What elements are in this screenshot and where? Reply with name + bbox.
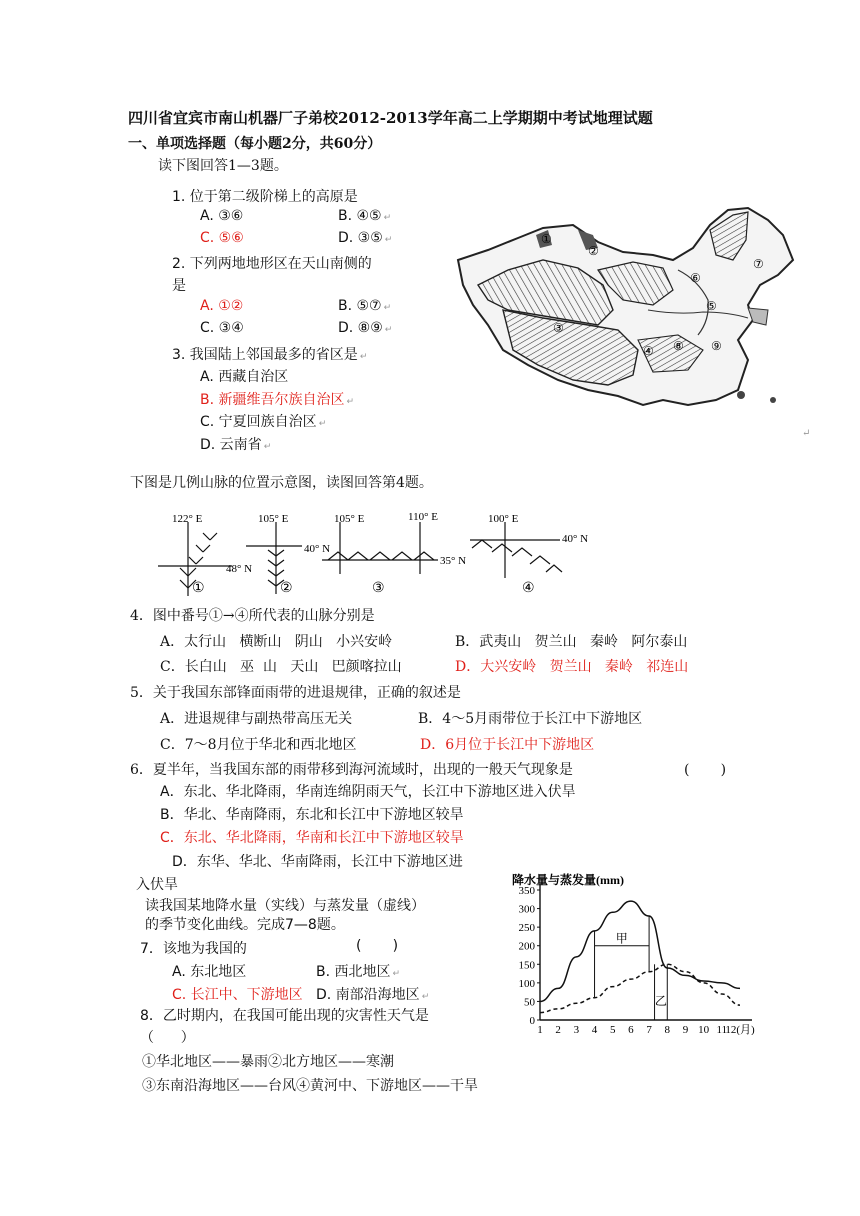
q8-choice-3-4: ③东南沿海地区——台风④黄河中、下游地区——干旱 xyxy=(142,1078,478,1094)
q6-stem: 6．夏半年，当我国东部的雨带移到海河流域时，出现的一般天气现象是 xyxy=(130,762,573,778)
q4-option-d: D．大兴安岭 贺兰山 秦岭 祁连山 xyxy=(455,659,689,675)
q1-option-a: A. ③⑥ xyxy=(200,208,244,224)
intro-q7-8-line1: 读我国某地降水量（实线）与蒸发量（虚线） xyxy=(145,898,425,914)
q7-option-b: B. 西北地区 ↵ xyxy=(316,964,401,980)
q5-option-b: B．4～5月雨带位于长江中下游地区 xyxy=(418,711,643,727)
return-mark: ↵ xyxy=(802,428,811,439)
y-tick-label: 350 xyxy=(518,885,535,897)
m3-lat: 35° N xyxy=(440,555,467,567)
m4-lat: 40° N xyxy=(562,533,589,545)
x-tick-label: 3 xyxy=(573,1024,580,1035)
q2-option-b: B. ⑤⑦ ↵ xyxy=(338,298,392,314)
map-label-8: ⑧ xyxy=(673,339,684,353)
q4-option-b: B．武夷山 贺兰山 秦岭 阿尔泰山 xyxy=(455,634,688,650)
q3-option-b: B. 新疆维吾尔族自治区 ↵ xyxy=(200,392,355,408)
x-tick-label: 9 xyxy=(682,1024,689,1035)
q4-option-c: C．长白山 巫 山 天山 巴颜喀拉山 xyxy=(160,659,402,675)
m1-num: ① xyxy=(192,581,205,596)
q8-stem: 8．乙时期内，在我国可能出现的灾害性天气是 xyxy=(140,1008,429,1024)
q5-stem: 5．关于我国东部锋面雨带的进退规律，正确的叙述是 xyxy=(130,685,461,701)
x-tick-label: 8 xyxy=(664,1024,671,1035)
china-terrain-map xyxy=(448,200,813,438)
q7-option-a: A. 东北地区 xyxy=(172,964,247,980)
q6-option-b: B．华北、华南降雨，东北和长江中下游地区较旱 xyxy=(160,807,464,823)
q2-stem: 2. 下列两地地形区在天山南侧的 xyxy=(172,256,372,272)
q6-option-d: D．东华、华北、华南降雨，长江中下游地区进 xyxy=(172,854,463,870)
q1-option-b: B. ④⑤ ↵ xyxy=(338,208,392,224)
map-label-4: ④ xyxy=(643,344,654,358)
x-tick-label: 7 xyxy=(646,1024,652,1035)
m4-lon: 100° E xyxy=(488,513,519,525)
jia-label: 甲 xyxy=(615,931,628,946)
q7-answer-paren: ( ) xyxy=(356,938,399,954)
y-tick-label: 300 xyxy=(518,903,535,916)
m1-lat: 48° N xyxy=(226,563,253,575)
intro-q1-3: 读下图回答1—3题。 xyxy=(158,158,288,174)
q3-option-a: A. 西藏自治区 xyxy=(200,369,289,385)
x-tick-label: 1 xyxy=(537,1024,543,1035)
q1-option-c: C. ⑤⑥ xyxy=(200,230,244,246)
q8-answer-paren: （ ） xyxy=(140,1030,195,1046)
map-label-1: ① xyxy=(541,232,552,246)
m3-num: ③ xyxy=(372,581,385,596)
map-label-3: ③ xyxy=(553,321,564,335)
q8-choice-1-2: ①华北地区——暴雨②北方地区——寒潮 xyxy=(142,1054,394,1070)
m4-num: ④ xyxy=(522,581,535,596)
m2-num: ② xyxy=(280,581,293,596)
q6-option-c: C．东北、华北降雨，华南和长江中下游地区较旱 xyxy=(160,830,464,846)
m3-lon1: 105° E xyxy=(334,513,365,525)
chart-title: 降水量与蒸发量(mm) xyxy=(512,873,624,887)
section-heading: 一、单项选择题（每小题2分，共60分） xyxy=(128,136,382,152)
page-title: 四川省宜宾市南山机器厂子弟校2012-2013学年高二上学期期中考试地理试题 xyxy=(128,109,653,127)
q7-option-d: D. 南部沿海地区 ↵ xyxy=(316,987,430,1003)
x-tick-label: 2 xyxy=(555,1024,561,1035)
q6-option-d-cont: 入伏旱 xyxy=(136,877,178,893)
m3-lon2: 110° E xyxy=(408,511,438,523)
q2-option-d: D. ⑧⑨ ↵ xyxy=(338,320,393,336)
yi-label: 乙 xyxy=(654,994,667,1009)
q3-stem: 3. 我国陆上邻国最多的省区是 ↵ xyxy=(172,347,368,363)
y-tick-label: 100 xyxy=(518,977,535,990)
y-tick-label: 250 xyxy=(518,922,535,935)
map-label-6: ⑥ xyxy=(690,271,701,285)
q5-option-d: D．6月位于长江中下游地区 xyxy=(420,737,595,753)
m1-lon: 122° E xyxy=(172,513,203,525)
q7-stem: 7．该地为我国的 xyxy=(140,941,247,957)
q3-option-d: D. 云南省 ↵ xyxy=(200,437,272,453)
map-label-7: ⑦ xyxy=(753,257,764,271)
q4-stem: 4．图中番号①→④所代表的山脉分别是 xyxy=(130,608,375,624)
q3-option-c: C. 宁夏回族自治区 ↵ xyxy=(200,414,327,430)
x-tick-label: 5 xyxy=(609,1024,616,1035)
m2-lat: 40° N xyxy=(304,543,331,555)
x-tick-label: 12(月) xyxy=(725,1024,755,1035)
evaporation-line xyxy=(540,964,740,1012)
x-tick-label: 4 xyxy=(591,1024,598,1035)
y-tick-label: 200 xyxy=(518,940,535,953)
y-tick-label: 150 xyxy=(518,959,535,972)
precip-evap-chart xyxy=(510,870,790,1035)
mountain-position-diagrams xyxy=(150,508,610,602)
q2-stem-cont: 是 xyxy=(172,278,186,294)
map-label-5: ⑤ xyxy=(706,299,717,313)
m2-lon: 105° E xyxy=(258,513,289,525)
x-tick-label: 6 xyxy=(628,1024,634,1035)
q2-option-c: C. ③④ xyxy=(200,320,244,336)
q1-option-d: D. ③⑤ ↵ xyxy=(338,230,393,246)
map-label-9: ⑨ xyxy=(711,339,722,353)
intro-q4: 下图是几例山脉的位置示意图，读图回答第4题。 xyxy=(130,475,433,491)
q7-option-c: C. 长江中、下游地区 xyxy=(172,987,303,1003)
q2-option-a: A. ①② xyxy=(200,298,244,314)
y-tick-label: 0 xyxy=(529,1015,535,1027)
q6-option-a: A．东北、华北降雨，华南连绵阴雨天气，长江中下游地区进入伏旱 xyxy=(160,784,576,800)
x-tick-label: 10 xyxy=(698,1024,710,1035)
map-label-2: ② xyxy=(588,244,599,258)
q1-stem: 1. 位于第二级阶梯上的高原是 xyxy=(172,189,358,205)
q6-answer-paren: ( ) xyxy=(684,762,727,778)
q5-option-c: C．7～8月位于华北和西北地区 xyxy=(160,737,357,753)
q4-option-a: A．太行山 横断山 阴山 小兴安岭 xyxy=(160,634,393,650)
y-tick-label: 50 xyxy=(524,996,535,1009)
intro-q7-8-line2: 的季节变化曲线。完成7—8题。 xyxy=(145,917,345,933)
x-tick-label: 11 xyxy=(716,1024,728,1035)
q5-option-a: A．进退规律与副热带高压无关 xyxy=(160,711,353,727)
